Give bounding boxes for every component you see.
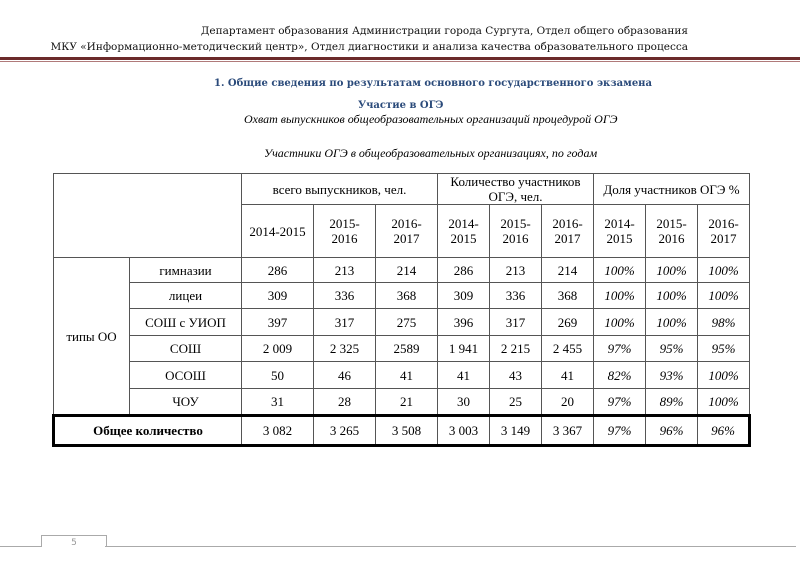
cell: 95% (646, 336, 698, 362)
table-row (54, 362, 750, 389)
row-group-label: типы ОО (54, 258, 130, 416)
footer-rule (105, 546, 796, 547)
cell: 25 (490, 389, 542, 416)
cell: 3 367 (542, 416, 594, 446)
header-rule-thin (0, 61, 800, 62)
cell: 100% (646, 309, 698, 336)
total-label: Общее количество (54, 416, 242, 446)
cell: 213 (490, 258, 542, 283)
year-header (438, 205, 490, 258)
cell: 336 (490, 283, 542, 309)
year-header (314, 205, 376, 258)
year-header (542, 205, 594, 258)
cell: 3 508 (376, 416, 438, 446)
cell: 368 (376, 283, 438, 309)
row-type: СОШ (130, 336, 242, 362)
cell: 100% (594, 309, 646, 336)
cell: 2 325 (314, 336, 376, 362)
cell: 214 (376, 258, 438, 283)
row-type: лицеи (130, 283, 242, 309)
year-header (594, 205, 646, 258)
row-type: ОСОШ (130, 362, 242, 389)
table-row (54, 258, 750, 283)
header-rule (0, 57, 800, 60)
cell: 96% (698, 416, 750, 446)
year-header: 2014-2015 (242, 205, 314, 258)
cell: 317 (490, 309, 542, 336)
cell: 21 (376, 389, 438, 416)
cell: 397 (242, 309, 314, 336)
cell: 46 (314, 362, 376, 389)
cell: 28 (314, 389, 376, 416)
cell: 50 (242, 362, 314, 389)
cell: 3 003 (438, 416, 490, 446)
cell: 1 941 (438, 336, 490, 362)
cell: 30 (438, 389, 490, 416)
cell: 275 (376, 309, 438, 336)
cell: 43 (490, 362, 542, 389)
cell: 89% (646, 389, 698, 416)
cell: 3 265 (314, 416, 376, 446)
cell: 100% (594, 258, 646, 283)
cell: 3 149 (490, 416, 542, 446)
row-type: гимназии (130, 258, 242, 283)
cell: 100% (646, 283, 698, 309)
cell: 317 (314, 309, 376, 336)
cell: 100% (698, 258, 750, 283)
cell: 97% (594, 416, 646, 446)
cell: 93% (646, 362, 698, 389)
section-subtitle: Участие в ОГЭ (358, 100, 444, 111)
cell: 31 (242, 389, 314, 416)
year-header (490, 205, 542, 258)
cell: 2 455 (542, 336, 594, 362)
cell: 309 (242, 283, 314, 309)
cell: 309 (438, 283, 490, 309)
year-label: 2015-2016 (656, 216, 687, 246)
cell: 95% (698, 336, 750, 362)
cell: 396 (438, 309, 490, 336)
cell: 2589 (376, 336, 438, 362)
cell: 286 (438, 258, 490, 283)
cell: 41 (438, 362, 490, 389)
cell: 336 (314, 283, 376, 309)
cell: 96% (646, 416, 698, 446)
cell: 2 215 (490, 336, 542, 362)
year-header (646, 205, 698, 258)
cell: 97% (594, 389, 646, 416)
cell: 41 (376, 362, 438, 389)
cell: 98% (698, 309, 750, 336)
cell: 100% (698, 283, 750, 309)
group-header: Доля участников ОГЭ % (594, 174, 750, 205)
year-label: 2016-2017 (708, 216, 739, 246)
footer-rule (0, 546, 42, 547)
group-header: Количество участников ОГЭ, чел. (438, 174, 594, 205)
cell: 214 (542, 258, 594, 283)
year-label: 2016-2017 (552, 216, 583, 246)
year-label: 2014-2015 (604, 216, 635, 246)
cell: 368 (542, 283, 594, 309)
year-label: 2015-2016 (329, 216, 360, 246)
total-row (54, 416, 750, 446)
row-type: ЧОУ (130, 389, 242, 416)
cell: 100% (698, 362, 750, 389)
corner-cell (54, 174, 242, 258)
cell: 20 (542, 389, 594, 416)
cell: 97% (594, 336, 646, 362)
cell: 100% (594, 283, 646, 309)
cell: 41 (542, 362, 594, 389)
cell: 213 (314, 258, 376, 283)
page-number: 5 (41, 535, 107, 547)
cell: 3 082 (242, 416, 314, 446)
year-label: 2015-2016 (500, 216, 531, 246)
cell: 2 009 (242, 336, 314, 362)
header-row-groups (54, 174, 750, 205)
cell: 82% (594, 362, 646, 389)
cell: 100% (646, 258, 698, 283)
cell: 269 (542, 309, 594, 336)
year-header (376, 205, 438, 258)
table-caption: Участники ОГЭ в общеобразовательных организациях, по годам (264, 146, 598, 160)
cell: 100% (698, 389, 750, 416)
year-header (698, 205, 750, 258)
table-row (54, 389, 750, 416)
group-header: всего выпускников, чел. (242, 174, 438, 205)
table-row (54, 309, 750, 336)
year-label: 2016-2017 (391, 216, 422, 246)
section-title: 1. Общие сведения по результатам основного государственного экзамена (214, 78, 652, 89)
table-row (54, 283, 750, 309)
year-label: 2014-2015 (448, 216, 479, 246)
header-center: МКУ «Информационно-методический центр», Отдел диагностики и анализа качества образовательного процесса (50, 41, 688, 53)
section-caption: Охват выпускников общеобразовательных организаций процедурой ОГЭ (244, 112, 618, 126)
header-department: Департамент образования Администрации города Сургута, Отдел общего образования (200, 25, 688, 37)
cell: 286 (242, 258, 314, 283)
table-row (54, 336, 750, 362)
row-type: СОШ с УИОП (130, 309, 242, 336)
participants-table (52, 173, 751, 447)
